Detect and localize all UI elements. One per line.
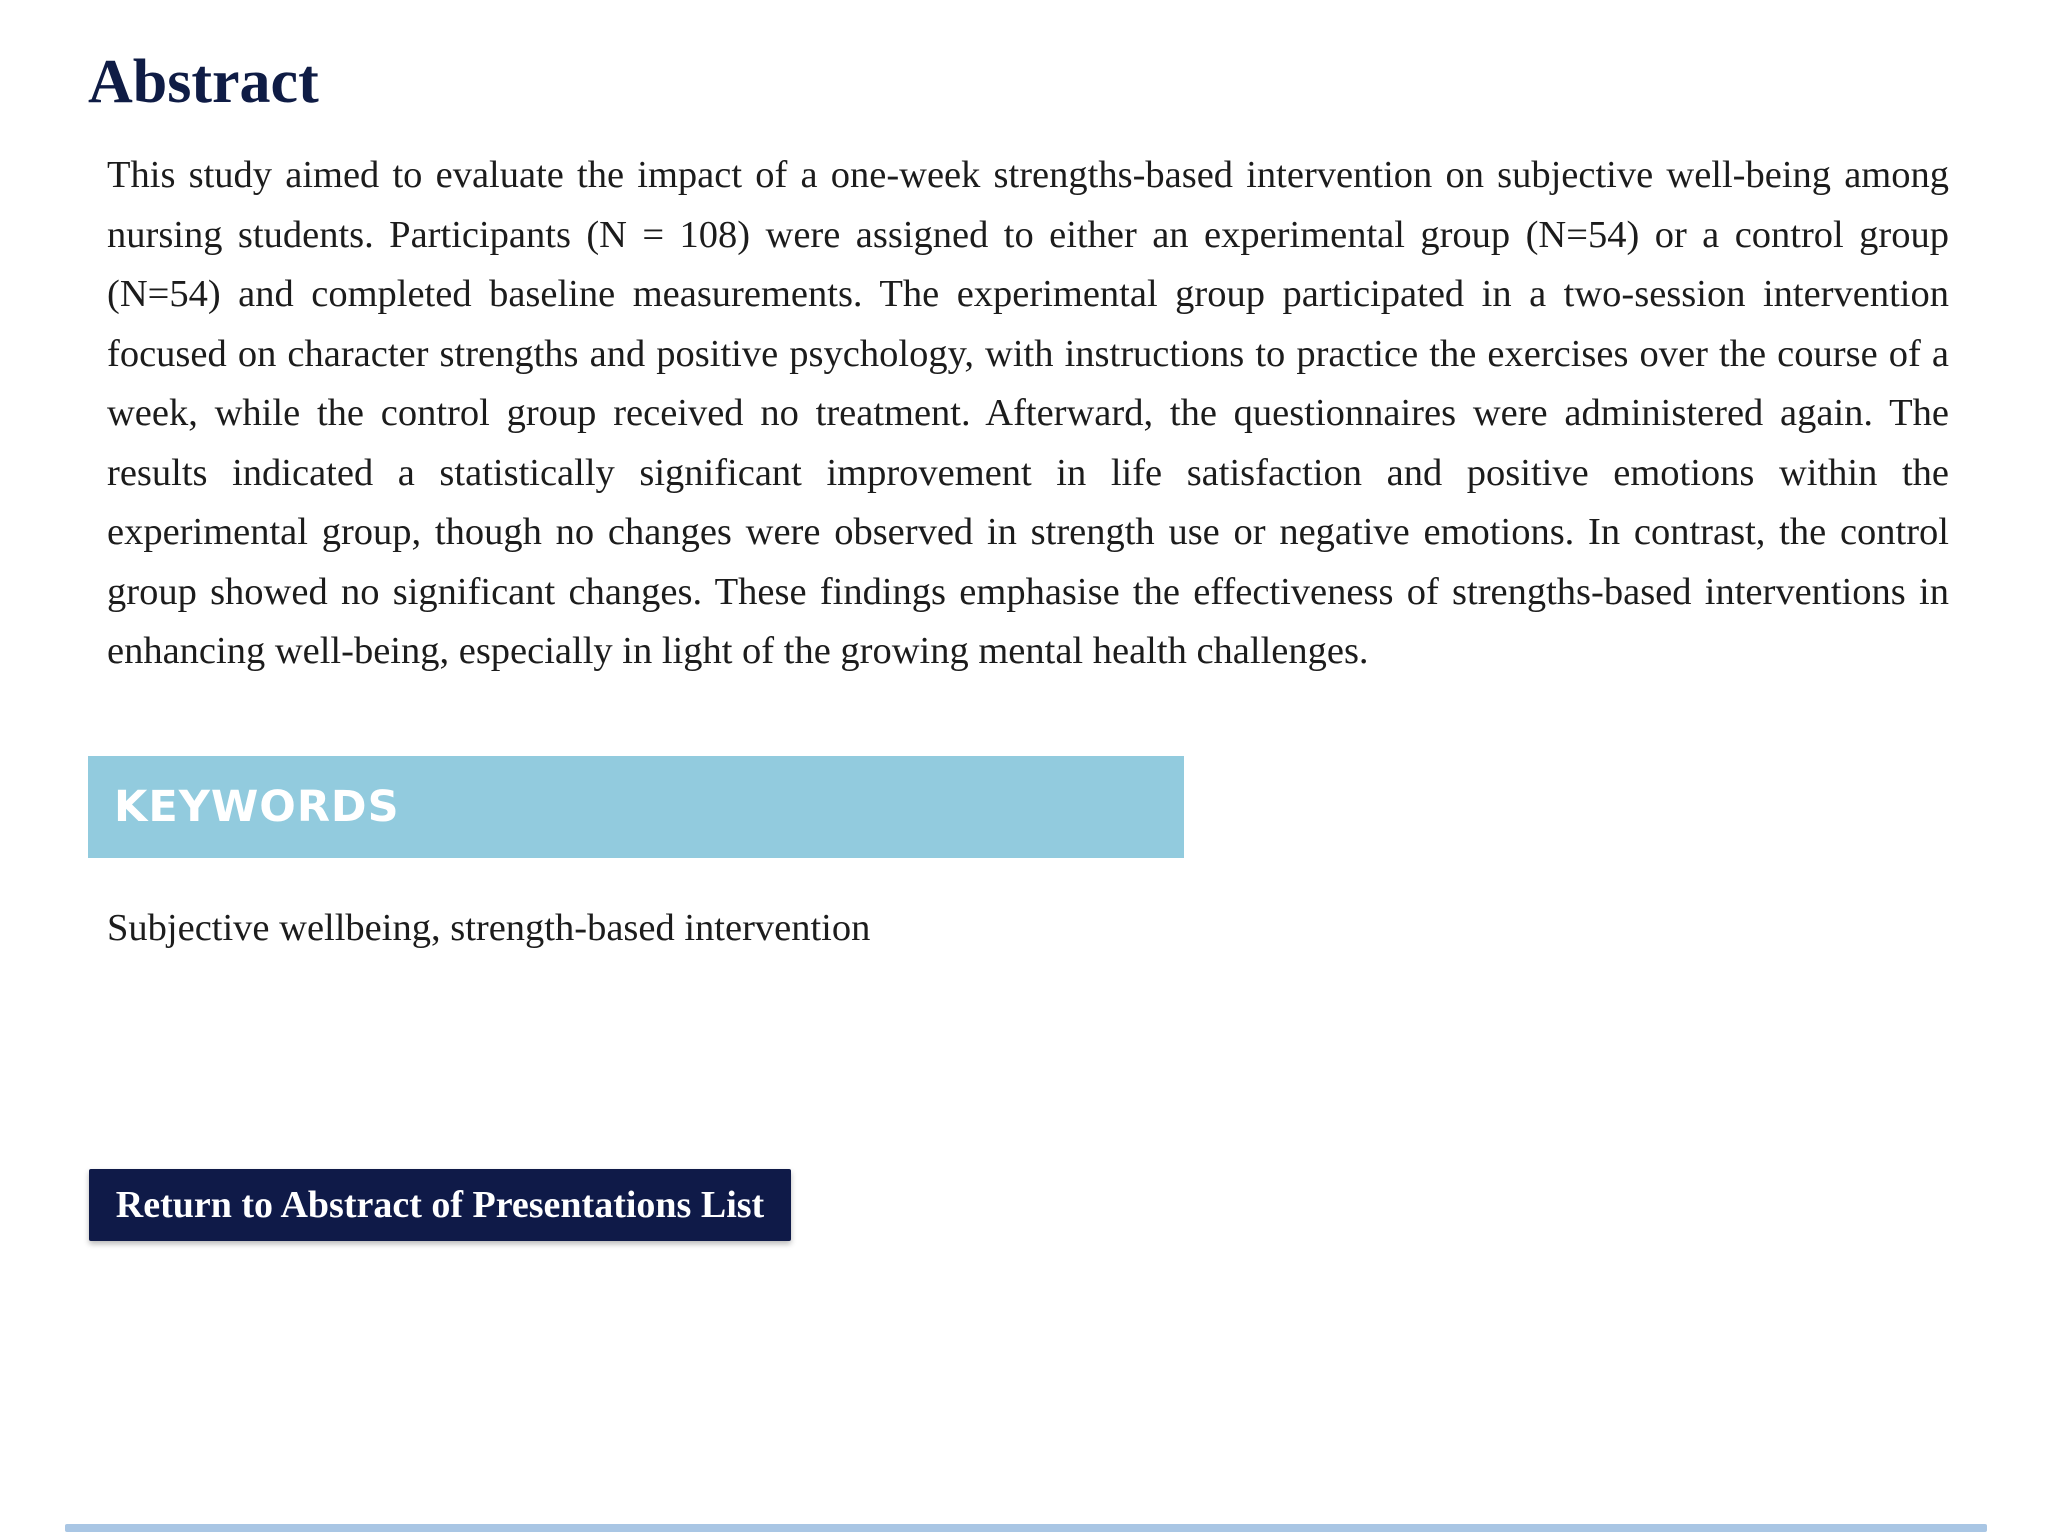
return-to-abstract-list-button[interactable]: Return to Abstract of Presentations List (89, 1169, 791, 1241)
footer-divider (65, 1524, 1987, 1532)
keywords-text: Subjective wellbeing, strength-based intervention (107, 907, 871, 949)
keywords-title: KEYWORDS (114, 782, 400, 832)
keywords-header-bar (88, 756, 1184, 858)
abstract-body: This study aimed to evaluate the impact of a one-week strengths-based intervention on subjective well-being among nursing students. Participants (N = 108) were assigned to either an experimental group (N=54) or a control group (N=54) and completed baseline measurements. The experimental group participated in a two-session intervention focused on character strengths and positive psychology, with instructions to practice the exercises over the course of a week, while the control group received no treatment. Afterward, the questionnaires were administered again. The results indicated a statistically significant improvement in life satisfaction and positive emotions within the experimental group, though no changes were observed in strength use or negative emotions. In contrast, the control group showed no significant changes. These findings emphasise the effectiveness of strengths-based interventions in enhancing well-being, especially in light of the growing mental health challenges. (107, 154, 1949, 672)
abstract-heading: Abstract (88, 48, 319, 116)
